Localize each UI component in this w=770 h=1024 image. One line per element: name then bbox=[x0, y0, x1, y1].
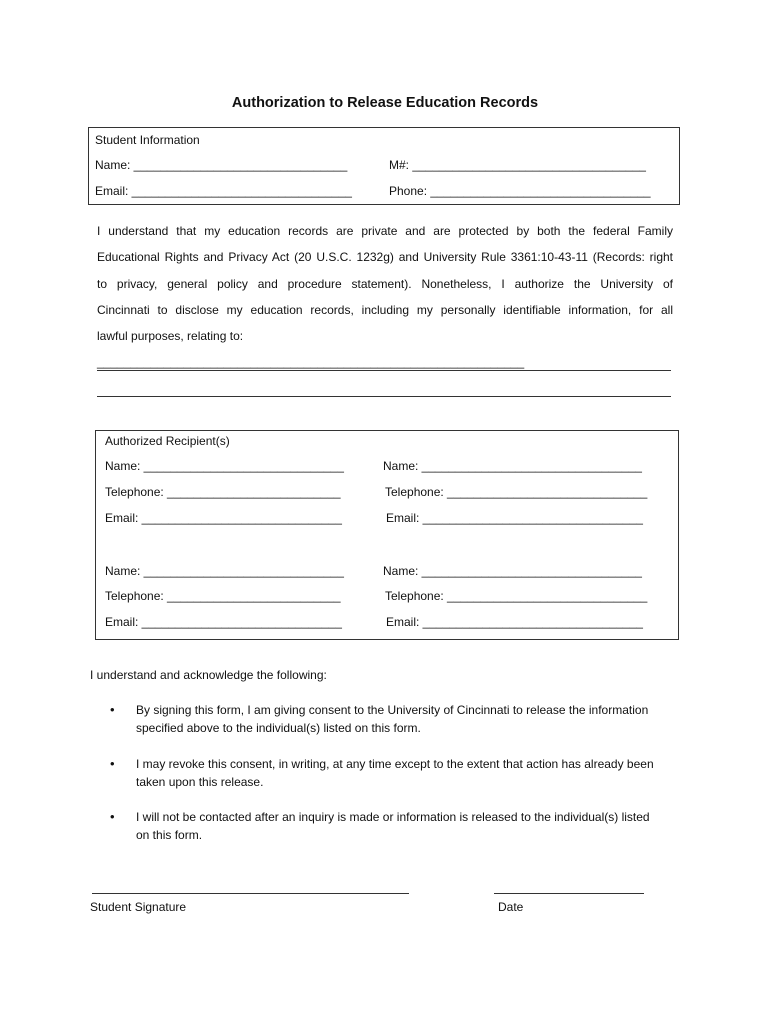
acknowledgement-item-text: By signing this form, I am giving consent to the University of Cincinnati to release the information specified above to the individual(s) listed on this form. bbox=[136, 703, 649, 735]
authorization-line: I understand that my education records are private and are protected by both the federal Family bbox=[97, 224, 673, 238]
bullet-icon: • bbox=[110, 809, 115, 824]
acknowledgement-item-text: I will not be contacted after an inquiry is made or information is released to the individual(s) listed on this form. bbox=[136, 810, 650, 842]
recipient-3-telephone-field[interactable]: Telephone: __________________________ bbox=[105, 589, 341, 603]
page-title: Authorization to Release Education Records bbox=[231, 95, 539, 111]
bullet-icon: • bbox=[110, 702, 115, 717]
bullet-icon: • bbox=[110, 756, 115, 771]
authorization-line: Cincinnati to disclose my education records, including my personally identifiable information, for all bbox=[97, 302, 673, 317]
authorized-recipients-box bbox=[95, 430, 679, 640]
date-label: Date bbox=[498, 900, 524, 914]
student-information-box bbox=[88, 127, 680, 205]
authorization-line: to privacy, general policy and procedure statement). Nonetheless, I authorize the University of bbox=[97, 276, 673, 291]
recipient-2-name-field[interactable]: Name: _________________________________ bbox=[383, 459, 642, 473]
student-m-number-field[interactable]: M#: ___________________________________ bbox=[389, 158, 646, 172]
acknowledgement-item-text: I may revoke this consent, in writing, at any time except to the extent that action has already been taken upon this release. bbox=[136, 757, 654, 789]
purposes-blank-line[interactable] bbox=[97, 370, 671, 371]
authorized-recipients-heading: Authorized Recipient(s) bbox=[105, 434, 230, 448]
recipient-1-name-field[interactable]: Name: ______________________________ bbox=[105, 459, 344, 473]
lawful-purposes-field[interactable]: lawful purposes, relating to: ________________________________________________________________ bbox=[97, 329, 525, 370]
student-name-field[interactable]: Name: ________________________________ bbox=[95, 158, 348, 172]
student-email-field[interactable]: Email: _________________________________ bbox=[95, 184, 352, 198]
recipient-2-telephone-field[interactable]: Telephone: ______________________________ bbox=[385, 485, 648, 499]
recipient-4-telephone-field[interactable]: Telephone: ______________________________ bbox=[385, 589, 648, 603]
student-signature-line[interactable] bbox=[92, 893, 409, 894]
recipient-4-name-field[interactable]: Name: _________________________________ bbox=[383, 564, 642, 578]
recipient-1-email-field[interactable]: Email: ______________________________ bbox=[105, 511, 342, 525]
date-line[interactable] bbox=[494, 893, 644, 894]
purposes-blank-line[interactable] bbox=[97, 396, 671, 397]
authorization-line: Educational Rights and Privacy Act (20 U.S.C. 1232g) and University Rule 3361:10-43-11 (Records: right bbox=[97, 250, 673, 265]
student-information-heading: Student Information bbox=[95, 133, 200, 147]
recipient-2-email-field[interactable]: Email: _________________________________ bbox=[386, 511, 643, 525]
acknowledgement-heading: I understand and acknowledge the following: bbox=[90, 668, 327, 682]
student-phone-field[interactable]: Phone: _________________________________ bbox=[389, 184, 651, 198]
recipient-1-telephone-field[interactable]: Telephone: __________________________ bbox=[105, 485, 341, 499]
recipient-3-name-field[interactable]: Name: ______________________________ bbox=[105, 564, 344, 578]
authorization-paragraph bbox=[97, 218, 673, 376]
student-signature-label: Student Signature bbox=[90, 900, 187, 914]
recipient-4-email-field[interactable]: Email: _________________________________ bbox=[386, 615, 643, 629]
recipient-3-email-field[interactable]: Email: ______________________________ bbox=[105, 615, 342, 629]
